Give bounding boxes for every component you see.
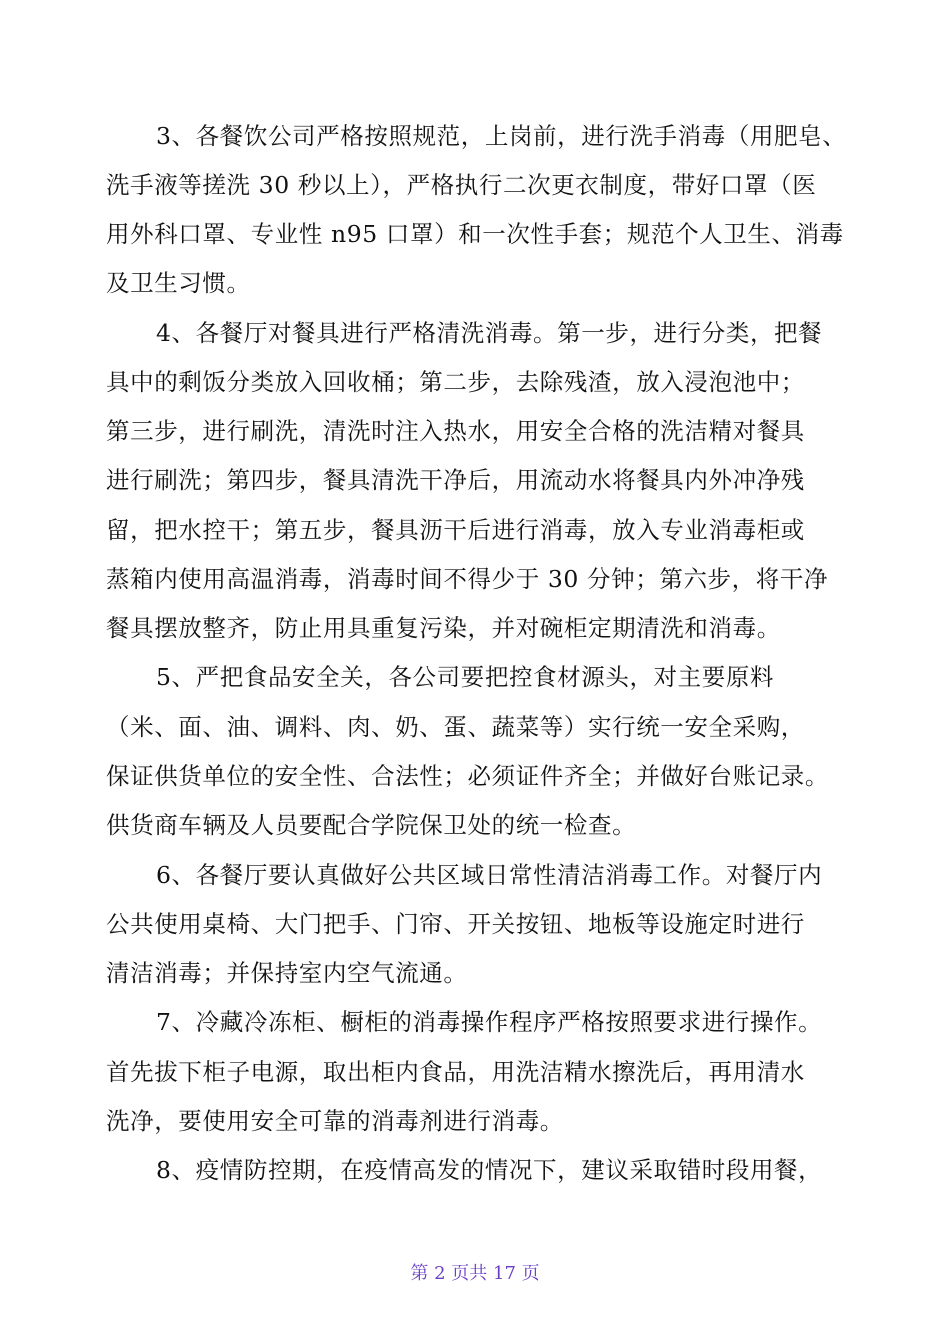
paragraph-4-line-1: 4、各餐厅对餐具进行严格清洗消毒。第一步，进行分类，把餐 bbox=[156, 319, 823, 347]
paragraph-5-line-3: 保证供货单位的安全性、合法性；必须证件齐全；并做好台账记录。 bbox=[106, 762, 829, 790]
paragraph-5-line-4: 供货商车辆及人员要配合学院保卫处的统一检查。 bbox=[106, 811, 637, 839]
paragraph-5-line-1: 5、严把食品安全关，各公司要把控食材源头，对主要原料 bbox=[156, 663, 775, 691]
paragraph-4-line-6: 蒸箱内使用高温消毒，消毒时间不得少于 30 分钟；第六步，将干净 bbox=[106, 565, 829, 593]
paragraph-7-line-1: 7、冷藏冷冻柜、橱柜的消毒操作程序严格按照要求进行操作。 bbox=[156, 1008, 823, 1036]
paragraph-8-line-1: 8、疫情防控期，在疫情高发的情况下，建议采取错时段用餐， bbox=[156, 1156, 823, 1184]
paragraph-7-line-2: 首先拔下柜子电源，取出柜内食品，用洗洁精水擦洗后，再用清水 bbox=[106, 1058, 805, 1086]
paragraph-6-line-1: 6、各餐厅要认真做好公共区域日常性清洁消毒工作。对餐厅内 bbox=[156, 861, 823, 889]
paragraph-4-line-3: 第三步，进行刷洗，清洗时注入热水，用安全合格的洗洁精对餐具 bbox=[106, 417, 805, 445]
paragraph-4-line-2: 具中的剩饭分类放入回收桶；第二步，去除残渣，放入浸泡池中； bbox=[106, 368, 805, 396]
page-number-footer: 第 2 页共 17 页 bbox=[410, 1263, 540, 1284]
paragraph-7-line-3: 洗净，要使用安全可靠的消毒剂进行消毒。 bbox=[106, 1107, 564, 1135]
paragraph-3-line-2: 洗手液等搓洗 30 秒以上），严格执行二次更衣制度，带好口罩（医 bbox=[106, 171, 817, 199]
paragraph-5-line-2: （米、面、油、调料、肉、奶、蛋、蔬菜等）实行统一安全采购， bbox=[106, 713, 805, 741]
paragraph-4-line-5: 留，把水控干；第五步，餐具沥干后进行消毒，放入专业消毒柜或 bbox=[106, 516, 805, 544]
paragraph-6-line-3: 清洁消毒；并保持室内空气流通。 bbox=[106, 959, 468, 987]
paragraph-3-line-1: 3、各餐饮公司严格按照规范，上岗前，进行洗手消毒（用肥皂、 bbox=[156, 122, 847, 150]
paragraph-3-line-3: 用外科口罩、专业性 n95 口罩）和一次性手套；规范个人卫生、消毒 bbox=[106, 220, 844, 248]
paragraph-4-line-4: 进行刷洗；第四步，餐具清洗干净后，用流动水将餐具内外冲净残 bbox=[106, 466, 805, 494]
paragraph-3-line-4: 及卫生习惯。 bbox=[106, 269, 251, 297]
paragraph-4-line-7: 餐具摆放整齐，防止用具重复污染，并对碗柜定期清洗和消毒。 bbox=[106, 614, 781, 642]
paragraph-6-line-2: 公共使用桌椅、大门把手、门帘、开关按钮、地板等设施定时进行 bbox=[106, 910, 805, 938]
